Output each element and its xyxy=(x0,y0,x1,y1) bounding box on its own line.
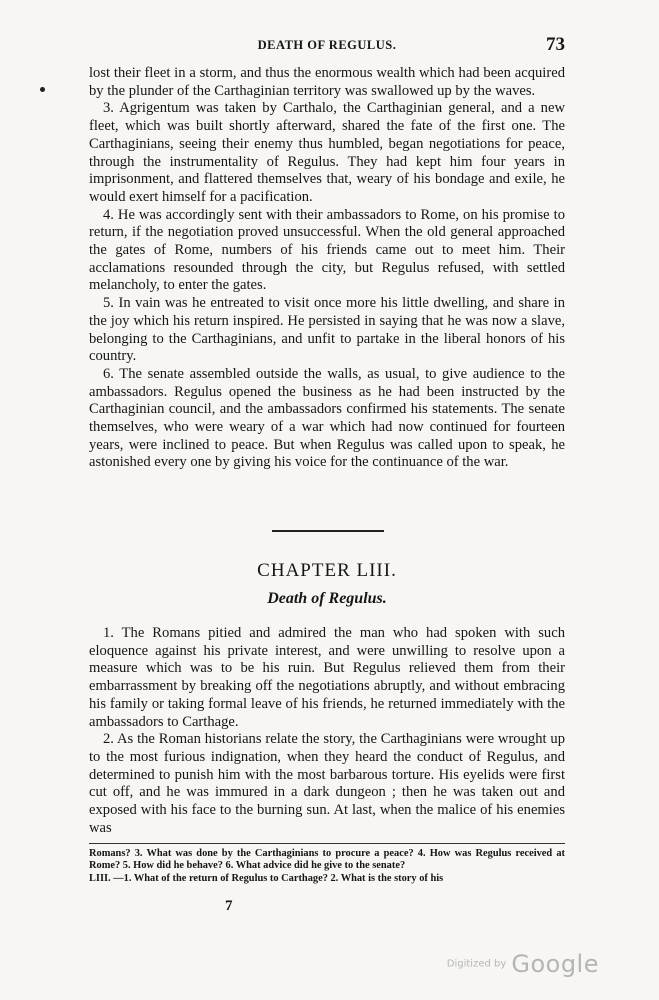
chapter-paragraph-2: 2. As the Roman historians relate the story, the Carthaginians were wrought up to the most furious indignation, when they heard the conduct of Regulus, and determined to punish him with the most barbarous torture. His eyelids were first cut off, and he was immured in a dark dungeon ; then he was taken out and exposed with his face to the burning sun. At last, when the malice of his enemies was xyxy=(89,731,565,836)
running-title: DEATH OF REGULUS. xyxy=(257,38,397,52)
page-number: 73 xyxy=(546,34,565,55)
watermark-prefix: Digitized by xyxy=(446,958,507,970)
chapter-paragraph-1: 1. The Romans pitied and admired the man who had spoken with such eloquence against his private interest, and were unwilling to resolve upon a measure which was to be his ruin. But Regulus relieved them from their embarrassment by breaking off the negotiations abruptly, and without embracing his family or taking formal leave of his friends, he returned immediately with the ambassadors to Carthage. xyxy=(89,625,565,730)
margin-mark-dot xyxy=(40,87,45,92)
paragraph-4: 4. He was accordingly sent with their ambassadors to Rome, on his promise to return, if the negotiation proved unsuccessful. When the old general approached the gates of Rome, numbers of his friends came out to meet him. Their acclamations resounded through the city, but Regulus refused, with settled melancholy, to enter the gates. xyxy=(89,206,565,294)
running-head xyxy=(89,34,565,54)
paragraph-3: 3. Agrigentum was taken by Carthalo, the Carthaginian general, and a new fleet, which was built shortly afterward, shared the fate of the first one. The Carthaginians, seeing their enemy thus humbled, began negotiations for peace, through the instrumentality of Regulus. They had kept him four years in imprisonment, and flattered themselves that, weary of his bondage and exile, he would exert himself for a pacification. xyxy=(89,100,565,205)
paragraph-continuation: lost their fleet in a storm, and thus the enormous wealth which had been acquired by the plunder of the Carthaginian territory was swallowed up by the waves. xyxy=(89,65,565,99)
footnote-line-1: Romans? 3. What was done by the Carthaginians to procure a peace? 4. How was Regulus received at Rome? 5. How did he behave? 6. What advice did he give to the senate? xyxy=(89,848,565,872)
chapter-heading: CHAPTER LIII. xyxy=(257,560,397,581)
paragraph-6: 6. The senate assembled outside the walls, as usual, to give audience to the ambassadors. Regulus opened the business as he had been instructed by the Carthaginian council, and the ambassadors confirmed his statements. The senate themselves, who were weary of a war which had now continued for fourteen years, were inclined to peace. But when Regulus was called upon to speak, he astonished every one by giving his voice for the continuance of the war. xyxy=(89,365,565,471)
top-text-block xyxy=(89,65,565,472)
signature-mark: 7 xyxy=(225,898,233,914)
footnote-questions xyxy=(89,848,565,885)
footnote-line-2: LIII. —1. What of the return of Regulus to Carthage? 2. What is the story of his xyxy=(89,872,444,884)
paragraph-5: 5. In vain was he entreated to visit once more his little dwelling, and share in the joy which his return inspired. He persisted in saying that he was now a slave, belonging to the Carthaginians, and unfit to partake in the liberal honors of his country. xyxy=(89,295,565,365)
digitization-watermark xyxy=(447,950,599,978)
watermark-brand-logo: Google xyxy=(511,950,599,978)
chapter-text-block xyxy=(89,625,565,837)
footnote-rule xyxy=(89,843,565,844)
chapter-subtitle: Death of Regulus. xyxy=(267,590,387,607)
chapter-divider-rule xyxy=(272,530,384,532)
